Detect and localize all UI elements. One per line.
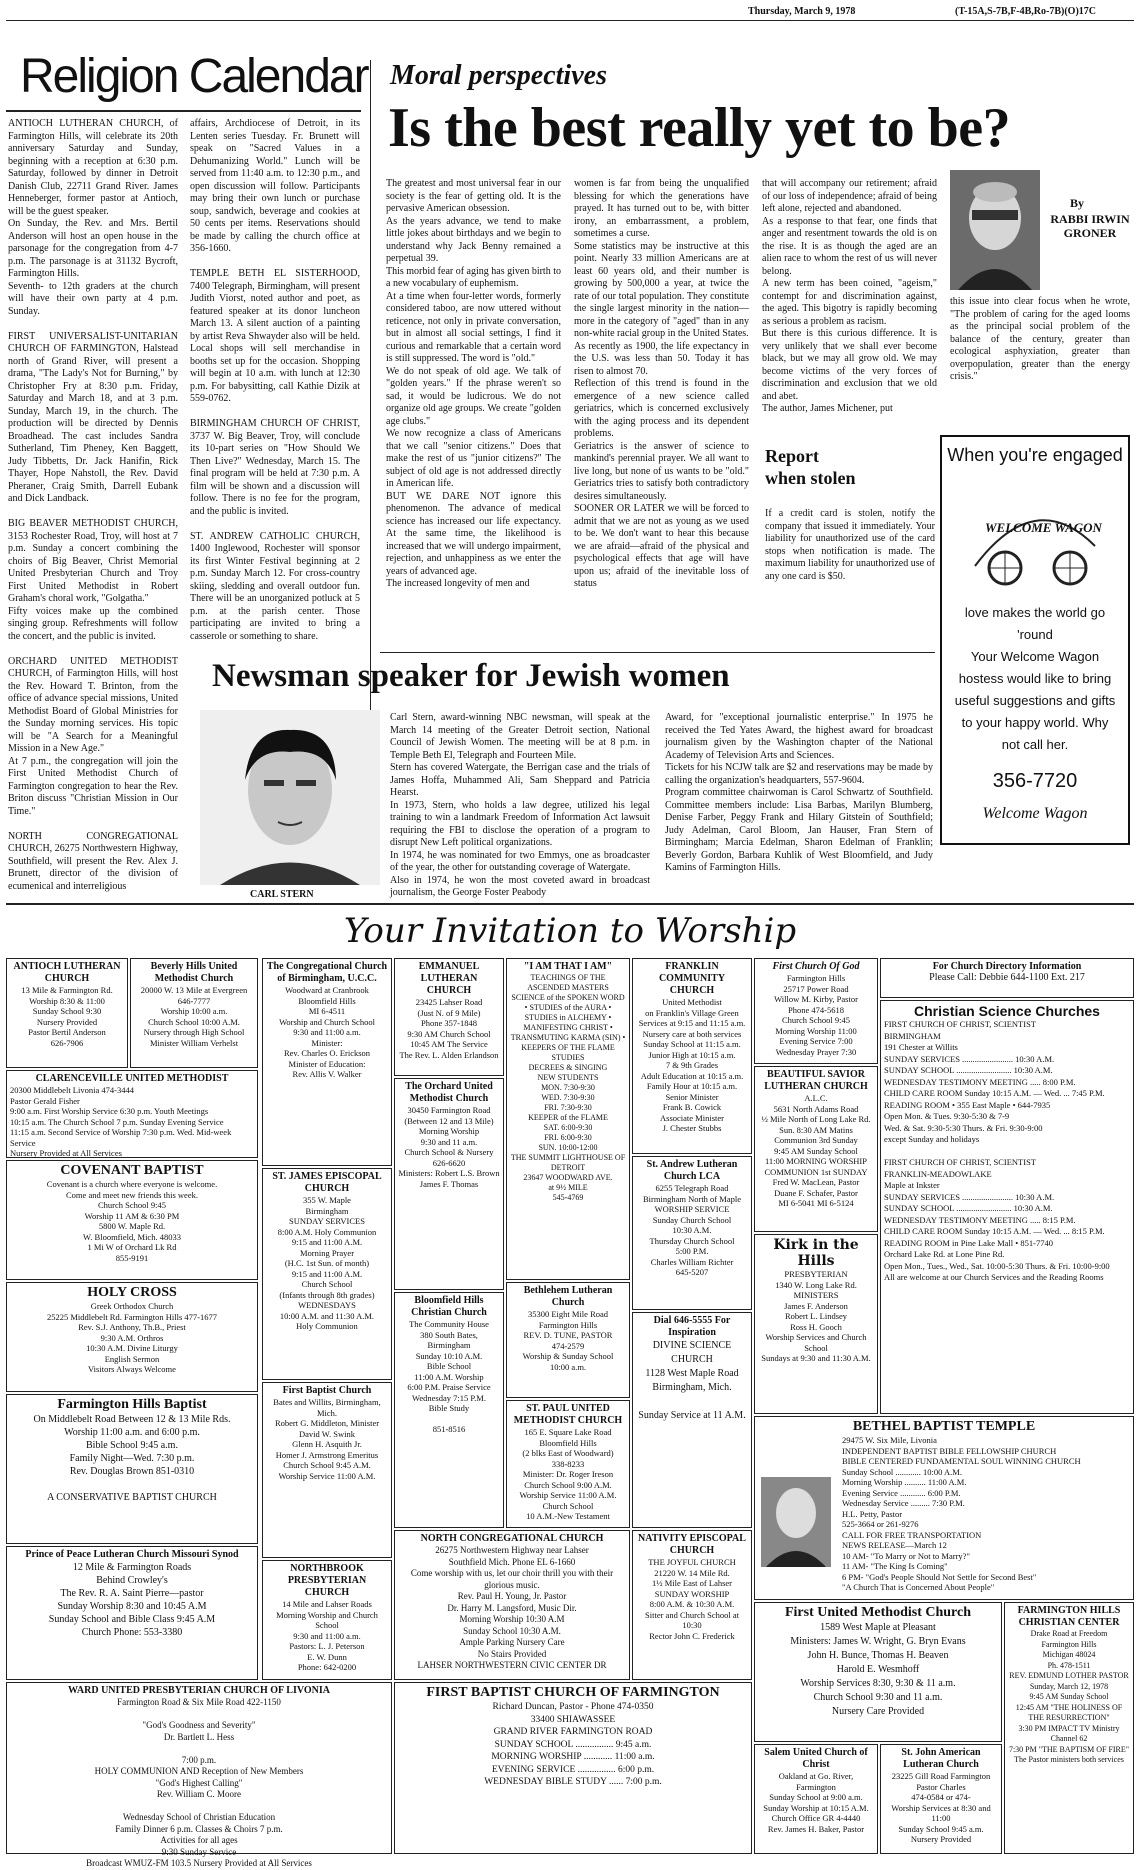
moral-headline: Is the best really yet to be? <box>388 97 1011 159</box>
welcome-body: love makes the world go 'round Your Welcome Wagon hostess would like to bring useful suggestions and gifts to your happy world. Why not call her. <box>954 605 1116 752</box>
worship-ad-bethlehem: Bethlehem Lutheran Church 35300 Eight Mile Road Farmington Hills REV. D. TUNE, PASTOR 474-2579 Worship & Sunday School 10:00 a.m. <box>506 1282 630 1398</box>
moral-kicker: Moral perspectives <box>390 60 607 91</box>
worship-ad-congregational: The Congregational Church of Birmingham, U.C.C. Woodward at Cranbrook Bloomfield Hills MI 6-4511 Worship and Church School 9:30 and 11:00 a.m. Minister: Rev. Charles O. Erickson Minister of Education: Rev. Allis V. Walker <box>262 958 392 1166</box>
worship-ad-emmanuel: EMMANUEL LUTHERAN CHURCH 23425 Lahser Road (Just N. of 9 Mile) Phone 357-1848 9:30 AM Church School 10:45 AM The Service The Rev. L. Alden Erlandson <box>394 958 504 1076</box>
header-rule <box>6 20 1134 21</box>
moral-column-4: this issue into clear focus when he wrote, "The problem of caring for the aged looms as the principal social problem of the balance of the century, greater than ecological asphyxiation, greater than overpopulation, greater than the energy crisis." <box>950 296 1130 382</box>
welcome-headline: When you're engaged <box>947 445 1123 465</box>
byline-name: RABBI IRWIN GRONER <box>1050 212 1130 240</box>
worship-ad-clarenceville: CLARENCEVILLE UNITED METHODIST 20300 Middlebelt Livonia 474-3444 Pastor Gerald Fisher 9:00 a.m. First Worship Service 6:30 p.m. Youth Meetings 10:15 a.m. The Church School 7 p.m. Sunday Evening Service 11:15 a.m. Second Service of Worship 7:30 p.m. Wed. Mid-week Service Nursery Provided at All Services <box>6 1070 258 1158</box>
newsman-headline: Newsman speaker for Jewish women <box>212 658 730 694</box>
worship-ad-nativity: NATIVITY EPISCOPAL CHURCH THE JOYFUL CHURCH 21220 W. 14 Mile Rd. 1½ Mile East of Lahser SUNDAY WORSHIP 8:00 A.M. & 10:30 A.M. Sitter and Church School at 10:30 Rector John C. Frederick <box>632 1530 752 1680</box>
worship-ad-ward-presbyterian: WARD UNITED PRESBYTERIAN CHURCH OF LIVONIA Farmington Road & Six Mile Road 422-1150 "God's Goodness and Severity" Dr. Bartlett L. Hess 7:00 p.m. HOLY COMMUNION AND Reception of New Members "God's Highest Calling" Rev. William C. Moore Wednesday School of Christian Education Family Dinner 6 p.m. Classes & Choirs 7 p.m. Activities for all ages 9:30 Sunday Service Broadcast WMUZ-FM 103.5 Nursery Provided at All Services <box>6 1682 392 1854</box>
report-title-1: Report <box>765 446 819 466</box>
worship-ad-holy-cross: HOLY CROSS Greek Orthodox Church 25225 Middlebelt Rd. Farmington Hills 477-1677 Rev. S.J. Anthony, Th.B., Priest 9:30 A.M. Orthros 10:30 A.M. Divine Liturgy English Sermon Visitors Always Welcome <box>6 1282 258 1392</box>
welcome-phone: 356-7720 <box>992 770 1078 792</box>
moral-column-3: that will accompany our retirement; afraid of our loss of independence; afraid of being left alone, rejected and abandoned. As a response to that fear, one finds that anger and resentment towards the old is on the rise. It is as though the aged are an alien race to whom the rest of us will never belong. A new term has been coined, "ageism," contempt for and discrimination against, the aged. This bigotry is rapidly becoming as serious a problem as racism. But there is this curious difference. It is very unlikely that we shall ever become black, but we may all grow old. We may become victims of the very forces of discrimination and exclusion that we old and abet. The author, James Michener, put <box>762 178 937 414</box>
newsman-column-1: Carl Stern, award-winning NBC newsman, will speak at the March 14 meeting of the Greater Detroit section, National Council of Jewish Women. The meeting will be at 8 p.m. in Temple Beth El, Telegraph and Fourteen Mile. Stern has covered Watergate, the Berrigan case and the trials of James Hoffa, Muhammed Ali, Sam Sheppard and Patricia Hearst. In 1973, Stern, who holds a law degree, utilized his legal training to win a landmark Freedom of Information Act lawsuit requiring the FBI to disclose the operation of a program to disrupt New Left political organizations. In 1974, he was nominated for two Emmys, one as broadcaster of the year, the other for outstanding coverage of Watergate. Also in 1974, he won the most coveted award in broadcast journalism, the George Foster Peabody <box>390 712 650 898</box>
edition-code: (T-15A,S-7B,F-4B,Ro-7B)(O)17C <box>955 6 1097 17</box>
calendar-title: Religion Calendar <box>20 50 368 103</box>
worship-ad-christian-center: FARMINGTON HILLS CHRISTIAN CENTER Drake Road at Freedom Farmington Hills Michigan 48024 Ph. 478-1511 REV. EDMUND LOTHER PASTOR Sunday, March 12, 1978 9:45 AM Sunday School 12:45 AM "THE HOLINESS OF THE RESURRECTION" 3:30 PM IMPACT TV Ministry Channel 62 7:30 PM "THE BAPTISM OF FIRE" The Pastor ministers both services <box>1004 1602 1134 1854</box>
welcome-sign: Welcome Wagon <box>982 805 1088 822</box>
welcome-wagon-logo <box>965 476 1105 596</box>
worship-ad-franklin: FRANKLIN COMMUNITY CHURCH United Methodist on Franklin's Village Green Services at 9:15 and 11:15 a.m. Nursery care at both services Sunday School at 11:15 a.m. Junior High at 10:15 a.m. 7 & 9th Grades Adult Education at 10:15 a.m. Family Hour at 10:15 a.m. Senior Minister Frank B. Cowick Associate Minister J. Chester Stubbs <box>632 958 752 1154</box>
worship-ad-covenant: COVENANT BAPTIST Covenant is a church where everyone is welcome. Come and meet new friends this week. Church School 9:45 Worship 11 AM & 6:30 PM 5800 W. Maple Rd. W. Bloomfield, Mich. 48033 1 Mi W of Orchard Lk Rd 855-9191 <box>6 1160 258 1280</box>
worship-ad-st-paul: ST. PAUL UNITED METHODIST CHURCH 165 E. Square Lake Road Bloomfield Hills (2 blks East of Woodward) 338-8233 Minister: Dr. Roger Ireson Church School 9:00 A.M. Worship Service 11:00 A.M. Church School 10 A.M.-New Testament <box>506 1400 630 1528</box>
worship-ad-farmington-baptist: Farmington Hills Baptist On Middlebelt Road Between 12 & 13 Mile Rds. Worship 11:00 a.m. and 6:00 p.m. Bible School 9:45 a.m. Family Night—Wed. 7:30 p.m. Rev. Douglas Brown 851-0310 A CONSERVATIVE BAPTIST CHURCH <box>6 1394 258 1544</box>
calendar-column-2: affairs, Archdiocese of Detroit, in its Lenten series Tuesday. Fr. Brunett will speak on "Sacred Values in a Dehumanizing World." Lunch will be served from 11:40 a.m. to 12:30 p.m., and open discussion will follow. Participants may bring their own lunch or purchase soup, sandwich, beverage and cookies at 50 cents per items. Reservations should be made by calling the church office at 356-1660. TEMPLE BETH EL SISTERHOOD, 7400 Telegraph, Birmingham, will present Judith Viorst, noted author and poet, as featured speaker at its donor luncheon March 13. A silent auction of a painting by artist Reva Shwayder also will be held. Local shops will sell merchandise in booths set up for the occasion. Shopping will begin at 10 a.m. with lunch at 12:30 p.m. For babysitting, call Kathie Dizik at 559-0762. BIRMINGHAM CHURCH OF CHRIST, 3737 W. Big Beaver, Troy, will conclude its 10-part series on "How Should We Then Live?" Wednesday, March 15. The final program will be held at 7:30 p.m. A film will be shown and a discussion will follow. There is no fee for the program, and the public is invited. ST. ANDREW CATHOLIC CHURCH, 1400 Inglewood, Rochester will sponsor its first Winter Festival beginning at 2 p.m. Sunday March 12. For cross-country skiing, sledding and overall outdoor fun. There will be an unorganized potluck at 5 p.m. at the parish center. Those participating are invited to bring a casserole or something to share. <box>190 118 360 642</box>
moral-column-2: women is far from being the unqualified blessing for which the generations have prayed. It has turned out to be, with bitter irony, an embarrassment, a problem, sometimes a curse. Some statistics may be instructive at this point. Nearly 33 million Americans are at least 60 years old, and their number is growing by 500,000 a year, at twice the rate of our total population. They constitute the single largest minority in the nation—more in the category of "aged" than in any non-white racial group in the United States. As recently as 1900, the life expectancy in the U.S. was less than 50. Today it has risen to almost 70. Reflection of this trend is found in the emergence of a new science called geriatrics, which is concerned exclusively with the aging process and its dependent problems. Geriatrics is the answer of science to mankind's perennial prayer. We all want to live long, but none of us wants to be "old." Geriatrics tries to satisfy both contradictory desires simultaneously. SOONER OR LATER we will be forced to admit that we are not as young as we used to be. We don't want to hear this because we are afraid—afraid of the physical and psychological effects that age will have upon us; afraid of the inevitable loss of status <box>574 178 749 589</box>
calendar-column-1: ANTIOCH LUTHERAN CHURCH, of Farmington Hills, will celebrate its 20th anniversary Saturday and Sunday, beginning with a reception at 6:30 p.m. Saturday, followed by dinner in Detroit Danish Club, 22711 Grand River. James Henneberger, former pastor at Antioch, will be the guest speaker. On Sunday, the Rev. and Mrs. Bertil Anderson will host an open house in the parsonage for the congregation from 4-7 p.m. The parsonage is at 31132 Bycroft, Farmington Hills. Seventh- to 12th graders at the church will have their own party at 4 p.m. Sunday. FIRST UNIVERSALIST-UNITARIAN CHURCH OF FARMINGTON, Halstead north of Grand River, will present a drama, "The Lady's Not for Burning," by Christopher Fry at 8:30 p.m. Friday, Saturday and March 18, and at 3 p.m. Sunday, March 19, in the church. The production will be directed by Dennis Broadhead. The cast includes Sandra Sutherland, Tim Pheney, Ken Baggett, Judy Tibbetts, Dr. Jack Hanifin, Rick Thayer, Hope Nahstoll, the Rev. David Pheraner, Craig Smith, Darrell Eubank and Dick Landback. BIG BEAVER METHODIST CHURCH, 3153 Rochester Road, Troy, will host at 7 p.m. Sunday a concert combining the choirs of Big Beaver, Christ Memorial United Presbyterian Church and Troy First United Methodist in Robert Graham's choral work, "Golgatha." Fifty voices make up the combined singing group. Refreshments will follow the concert, and the public is invited. ORCHARD UNITED METHODIST CHURCH, of Farmington Hills, will host the Rev. Howard T. Brinton, from the office of advance special missions, United Methodist Board of Global Ministries for the Sunday morning services. His topic will be "A Search for a Meaningful Mission in a New Age." At 7 p.m., the congregation will join the First United Methodist Church of Farmington congregation to hear the Rev. Briton discuss "Christian Mission in Our Time." NORTH CONGREGATIONAL CHURCH, 26275 Northwestern Highway, Southfield, will present the Rev. Alex J. Brunett, director of the division of ecumenical and interreligious <box>8 118 178 892</box>
newsman-caption: CARL STERN <box>250 889 314 900</box>
newsman-column-2: Award, for "exceptional journalistic enterprise." In 1975 he received the Ted Yates Award, the highest award for broadcast journalism given by the Washington chapter of the National Academy of Television Arts and Sciences. Tickets for his NCJW talk are $2 and reservations may be made by calling the organization's headquarters, 557-9604. Program committee chairwoman is Carol Schwartz of Southfield. Committee members include: Lisa Barbas, Marilyn Blumberg, Denise Farber, Peggy Frank and Hilary Gitstein of Southfield; Judy Adelman, Carol Bloom, Jan Hauser, Fran Stern of Birmingham; Marcia Edelman, Sharon Edelman of Franklin; Beverly Gordon, Barbara Kuhlik of West Bloomfield, and Judy Kamins of Farmington Hills. <box>665 712 933 873</box>
worship-ad-first-baptist-farmington: FIRST BAPTIST CHURCH OF FARMINGTON Richard Duncan, Pastor - Phone 474-0350 33400 SHIAWASSEE GRAND RIVER FARMINGTON ROAD SUNDAY SCHOOL ................ 9:45 a.m. MORNING WORSHIP ............ 11:00 a.m. EVENING SERVICE ................ 6:00 p.m. WEDNESDAY BIBLE STUDY ...... 7:00 p.m. <box>394 1682 752 1854</box>
dateline: Thursday, March 9, 1978 <box>748 6 856 17</box>
worship-banner: Your Invitation to Worship <box>343 911 797 951</box>
rabbi-portrait <box>950 170 1040 290</box>
worship-ad-first-united-methodist: First United Methodist Church 1589 West Maple at Pleasant Ministers: James W. Wright, G. Bryn Evans John H. Bunce, Thomas H. Beaven Harold E. Wesmhoff Worship Services 8:30, 9:30 & 11 a.m. Church School 9:30 and 11 a.m. Nursery Care Provided <box>754 1602 1002 1742</box>
newsman-top-rule <box>380 652 935 653</box>
worship-ad-northbrook: NORTHBROOK PRESBYTERIAN CHURCH 14 Mile and Lahser Roads Morning Worship and Church School 9:30 and 11:00 a.m. Pastors: L. J. Peterson E. W. Dunn Phone: 642-0200 <box>262 1560 392 1680</box>
worship-ad-st-james: ST. JAMES EPISCOPAL CHURCH 355 W. Maple Birmingham SUNDAY SERVICES 8:00 A.M. Holy Communion 9:15 and 11:00 A.M. Morning Prayer (H.C. 1st Sun. of month) 9:15 and 11:00 A.M. Church School (Infants through 8th grades) WEDNESDAYS 10:00 A.M. and 11:30 A.M. Holy Communion <box>262 1168 392 1380</box>
worship-ad-st-andrew: St. Andrew Lutheran Church LCA 6255 Telegraph Road Birmingham North of Maple WORSHIP SERVICE Sunday Church School 10:30 A.M. Thursday Church School 5:00 P.M. Charles William Richter 645-5207 <box>632 1156 752 1310</box>
welcome-logo-text: WELCOME WAGON <box>985 520 1102 535</box>
worship-ad-first-church-of-god: First Church Of God Farmington Hills 25717 Power Road Willow M. Kirby, Pastor Phone 474-5618 Church School 9:45 Morning Worship 11:00 Evening Service 7:00 Wednesday Prayer 7:30 <box>754 958 878 1064</box>
worship-ad-first-baptist: First Baptist Church Bates and Willits, Birmingham, Mich. Robert G. Middleton, Minister David W. Swink Glenn H. Asquith Jr. Homer J. Armstrong Emeritus Church School 9:45 A.M. Worship Service 11:00 A.M. <box>262 1382 392 1558</box>
pastor-photo <box>761 1477 831 1567</box>
byline-by: By <box>1070 196 1085 210</box>
worship-ad-beautiful-savior: BEAUTIFUL SAVIOR LUTHERAN CHURCH A.L.C. 5631 North Adams Road ½ Mile North of Long Lake Rd. Sun. 8:30 AM Matins Communion 3rd Sunday 9:45 AM Sunday School 11:00 MORNING WORSHIP COMMUNION 1st SUNDAY Fred W. MacLean, Pastor Duane F. Schafer, Pastor MI 6-5041 MI 6-5124 <box>754 1066 878 1232</box>
calendar-title-rule <box>6 110 361 112</box>
moral-column-1: The greatest and most universal fear in our society is the fear of getting old. It is the pervasive American obsession. As the years advance, we tend to make little jokes about birthdays and we begin to understand why Jack Benny remained a perpetual 39. This morbid fear of aging has given birth to a new vocabulary of euphemism. At a time when four-letter words, formerly considered taboo, are now uttered without reticence, not only in private conversation, but in almost all social settings, I find it curious and remarkable that a certain word is still suppressed. The word is "old." We do not speak of old age. We talk of "golden years." If the phrase weren't so sad, it would be ludicrous. We do not organize old age groups. We create "golden age clubs." We now recognize a class of Americans that we call "senior citizens." Does that make the rest of us "junior citizens?" The subject of old age is not addressed directly in American life. BUT WE DARE NOT ignore this phenomenon. The advance of medical science has increased our life expectancy. At the same time, the likelihood is increased that we will undergo impairment, rejection, and unhappiness as we enter the years of advanced age. The increased longevity of men and <box>386 178 561 589</box>
worship-ad-antioch: ANTIOCH LUTHERAN CHURCH 13 Mile & Farmington Rd. Worship 8:30 & 11:00 Sunday School 9:30 Nursery Provided Pastor Bertil Anderson 626-7906 <box>6 958 128 1068</box>
report-body: If a credit card is stolen, notify the company that issued it immediately. Your liability for unauthorized use of the card stops when notification is made. The maximum liability for unauthorized use of any one card is $50. <box>765 508 935 582</box>
worship-ad-st-john: St. John American Lutheran Church 23225 Gill Road Farmington Pastor Charles 474-0584 or 474- Worship Services at 8:30 and 11:00 Sunday School 9:45 a.m. Nursery Provided <box>880 1744 1002 1854</box>
worship-ad-bethel-baptist: BETHEL BAPTIST TEMPLE 29475 W. Six Mile, Livonia INDEPENDENT BAPTIST BIBLE FELLOWSHIP CHURCH BIBLE CENTERED FUNDAMENTAL SOUL WINNING CHURCH Sunday School ............ 10:00 A.M. Morning Worship .......... 11:00 A.M. Evening Service ............ 6:00 P.M. Wednesday Service ......... 7:30 P.M. H.L. Petty, Pastor 525-3664 or 261-9276 CALL FOR FREE TRANSPORTATION NEWS RELEASE—March 12 10 AM- "To Marry or Not to Marry?" 11 AM- "The King Is Coming" 6 PM- "God's People Should Not Settle for Second Best" "A Church That is Concerned About People" <box>754 1416 1134 1600</box>
worship-ad-divine-science: Dial 646-5555 For Inspiration DIVINE SCIENCE CHURCH 1128 West Maple Road Birmingham, Mich. Sunday Service at 11 A.M. <box>632 1312 752 1528</box>
carl-stern-photo <box>200 710 380 885</box>
worship-ad-beverly-hills: Beverly Hills United Methodist Church 20000 W. 13 Mile at Evergreen 646-7777 Worship 10:00 a.m. Church School 10:00 A.M. Nursery through High School Minister William Verhelst <box>130 958 258 1068</box>
worship-top-rule <box>6 903 1134 905</box>
worship-ad-kirk-in-the-hills: Kirk in the Hills PRESBYTERIAN 1340 W. Long Lake Rd. MINISTERS James F. Anderson Robert L. Lindsey Ross H. Gooch Worship Services and Church School Sundays at 9:30 and 11:30 A.M. <box>754 1234 878 1414</box>
worship-ad-north-congregational: NORTH CONGREGATIONAL CHURCH 26275 Northwestern Highway near Lahser Southfield Mich. Phone EL 6-1660 Come worship with us, let our choir thrill you with their glorious music. Rev. Paul H. Young, Jr. Pastor Dr. Harry M. Langsford, Music Dir. Morning Worship 10:30 A.M Sunday School 10:30 A.M. Ample Parking Nursery Care No Stairs Provided LAHSER NORTHWESTERN CIVIC CENTER DR <box>394 1530 630 1680</box>
worship-ad-orchard: The Orchard United Methodist Church 30450 Farmington Road (Between 12 and 13 Mile) Morning Worship 9:30 and 11 a.m. Church School & Nursery 626-6620 Ministers: Robert L.S. Brown James F. Thomas <box>394 1078 504 1290</box>
worship-ad-prince-of-peace: Prince of Peace Lutheran Church Missouri Synod 12 Mile & Farmington Roads Behind Crowley's The Rev. R. A. Saint Pierre—pastor Sunday Worship 8:30 and 10:45 A.M Sunday School and Bible Class 9:45 A.M Church Phone: 553-3380 <box>6 1546 258 1680</box>
report-title-2: when stolen <box>765 468 856 488</box>
worship-ad-bloomfield-christian: Bloomfield Hills Christian Church The Community House 380 South Bates, Birmingham Sunday 10:10 A.M. Bible School 11:00 A.M. Worship 6:00 P.M. Praise Service Wednesday 7:15 P.M. Bible Study 851-8516 <box>394 1292 504 1528</box>
worship-ad-salem: Salem United Church of Christ Oakland at Go. River, Farmington Sunday School at 9:00 a.m. Sunday Worship at 10:15 A.M. Church Office GR 4-4440 Rev. James H. Baker, Pastor <box>754 1744 878 1854</box>
worship-ad-directory-info: For Church Directory Information Please Call: Debbie 644-1100 Ext. 217 <box>880 958 1134 998</box>
welcome-wagon-ad <box>940 435 1130 845</box>
worship-ad-christian-science: Christian Science Churches FIRST CHURCH OF CHRIST, SCIENTIST BIRMINGHAM 191 Chester at Willits SUNDAY SERVICES ........................ 10:30 A.M. SUNDAY SCHOOL .......................... 10:30 A.M. WEDNESDAY TESTIMONY MEETING ..... 8:00 P.M. CHILD CARE ROOM Sunday 10:15 A.M. — Wed. ... 7:45 P.M. READING ROOM • 355 East Maple • 644-7935 Open Mon. & Tues. 9:30-5:30 & 7-9 Wed. & Sat. 9:30-5:30 Thurs. & Fri. 9:30-9:00 except Sunday and holidays FIRST CHURCH OF CHRIST, SCIENTIST FRANKLIN-MEADOWLAKE Maple at Inkster SUNDAY SERVICES ........................ 10:30 A.M. SUNDAY SCHOOL .......................... 10:30 A.M. WEDNESDAY TESTIMONY MEETING ..... 8:15 P.M. CHILD CARE ROOM Sunday 10:15 A.M. — Wed. ... 8:15 P.M. READING ROOM in Pine Lake Mall • 851-7740 Orchard Lake Rd. at Lone Pine Rd. Open Mon., Tues., Wed., Sat. 10:00-5:30 Thurs. & Fri. 10:00-9:00 All are welcome at our Church Services and the Reading Rooms <box>880 1000 1134 1414</box>
worship-ad-i-am-that-i-am: "I AM THAT I AM" TEACHINGS OF THE ASCENDED MASTERS SCIENCE of the SPOKEN WORD • STUDIES of the AURA • STUDIES in ALCHEMY • MANIFESTING CHRIST • TRANSMUTING KARMA (SIN) • KEEPERS OF THE FLAME STUDIES DECREES & SINGING NEW STUDENTS MON. 7:30-9:30 WED. 7:30-9:30 FRI. 7:30-9:30 KEEPER of the FLAME SAT. 6:00-9:30 FRI. 6:00-9:30 SUN. 10:00-12:00 THE SUMMIT LIGHTHOUSE OF DETROIT 23647 WOODWARD AVE. at 9½ MILE 545-4769 <box>506 958 630 1280</box>
